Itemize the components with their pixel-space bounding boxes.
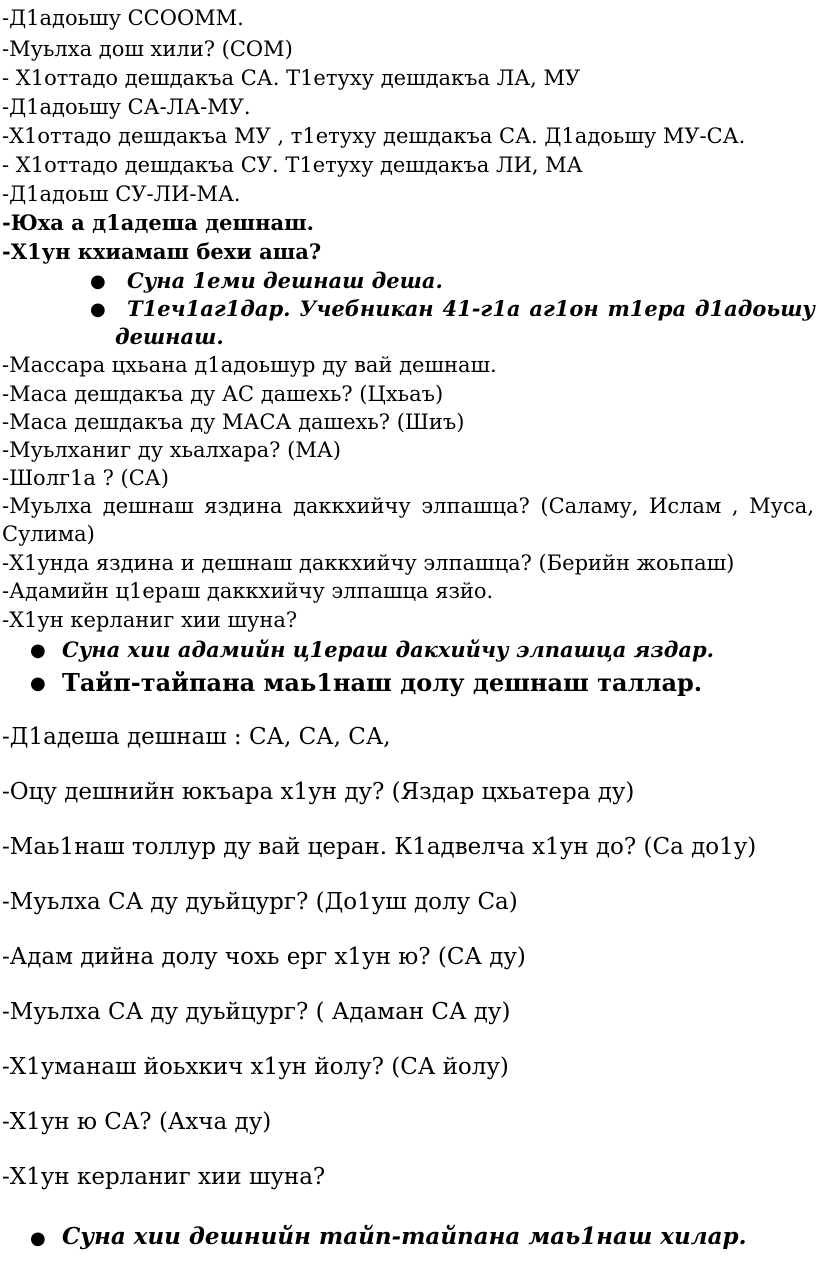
text-line: - Х1оттадо дешдакъа СА. Т1етуху дешдакъа ЛА, МУ	[2, 66, 581, 90]
text-line: -Муьлха СА ду дуьйцург? ( Адаман СА ду)	[2, 999, 511, 1025]
text-line: -Х1ун керланиг хии шуна?	[2, 1164, 326, 1190]
text-line: -Шолг1а ? (СА)	[2, 466, 169, 490]
text-line: Сулима)	[2, 522, 95, 546]
bullet-item: Тайп-тайпана маь1наш долу дешнаш таллар.	[62, 668, 703, 697]
bullet-icon: ●	[30, 673, 46, 694]
text-line: -Д1адоьшу СА-ЛА-МУ.	[2, 95, 251, 119]
text-line: - Х1оттадо дешдакъа СУ. Т1етуху дешдакъа ЛИ, МА	[2, 153, 583, 177]
text-line: -Маса дешдакъа ду АС дашехь? (Цхьаъ)	[2, 382, 444, 406]
bullet-item: Т1еч1аг1дар. Учебникан 41-г1а аг1он т1ера д1адоьшу	[127, 296, 815, 321]
text-line: -Д1адоьшу ССООММ.	[2, 6, 244, 30]
text-line: -Д1адоьш СУ-ЛИ-МА.	[2, 182, 241, 206]
text-line: -Муьлха СА ду дуьйцург? (До1уш долу Са)	[2, 889, 518, 915]
text-line: -Адамийн ц1ераш даккхийчу элпашца язйо.	[2, 579, 494, 603]
text-line: -Массара цхьана д1адоьшур ду вай дешнаш.	[2, 353, 497, 377]
text-line: -Х1ун ю СА? (Ахча ду)	[2, 1109, 272, 1135]
text-line: -Х1оттадо дешдакъа МУ , т1етуху дешдакъа СА. Д1адоьшу МУ-СА.	[2, 124, 746, 148]
text-line: -Х1ун керланиг хии шуна?	[2, 608, 298, 632]
text-line: -Х1уманаш йоьхкич х1ун йолу? (СА йолу)	[2, 1054, 509, 1080]
bullet-icon: ●	[90, 271, 106, 292]
text-line: -Маь1наш толлур ду вай церан. К1адвелча х1ун до? (Са до1у)	[2, 834, 757, 860]
text-line: -Х1унда яздина и дешнаш даккхийчу элпашца? (Берийн жоьпаш)	[2, 551, 735, 575]
text-line: -Маса дешдакъа ду МАСА дашехь? (Шиъ)	[2, 410, 465, 434]
bullet-item: Суна хии адамийн ц1ераш дакхийчу элпашца яздар.	[62, 637, 714, 662]
text-line: -Д1адеша дешнаш : СА, СА, СА,	[2, 724, 391, 750]
bullet-item: Суна хии дешнийн тайп-тайпана маь1наш хилар.	[62, 1223, 747, 1250]
bullet-icon: ●	[30, 1228, 46, 1249]
text-line: -Муьлханиг ду хьалхара? (МА)	[2, 438, 341, 462]
bullet-icon: ●	[30, 640, 46, 661]
bold-line: -Юха а д1адеша дешнаш.	[2, 210, 314, 235]
bold-line: -Х1ун кхиамаш бехи аша?	[2, 239, 322, 264]
text-line: -Муьлха дош хили? (СОМ)	[2, 37, 293, 61]
text-line: -Адам дийна долу чохь ерг х1ун ю? (СА ду)	[2, 944, 526, 970]
bullet-item-continued: дешнаш.	[115, 324, 224, 349]
text-line: -Муьлха дешнаш яздина даккхийчу элпашца? (Саламу, Ислам , Муса,	[2, 494, 814, 518]
bullet-icon: ●	[90, 299, 106, 320]
text-line: -Оцу дешнийн юкъара х1ун ду? (Яздар цхьатера ду)	[2, 779, 635, 805]
bullet-item: Суна 1еми дешнаш деша.	[127, 268, 443, 293]
